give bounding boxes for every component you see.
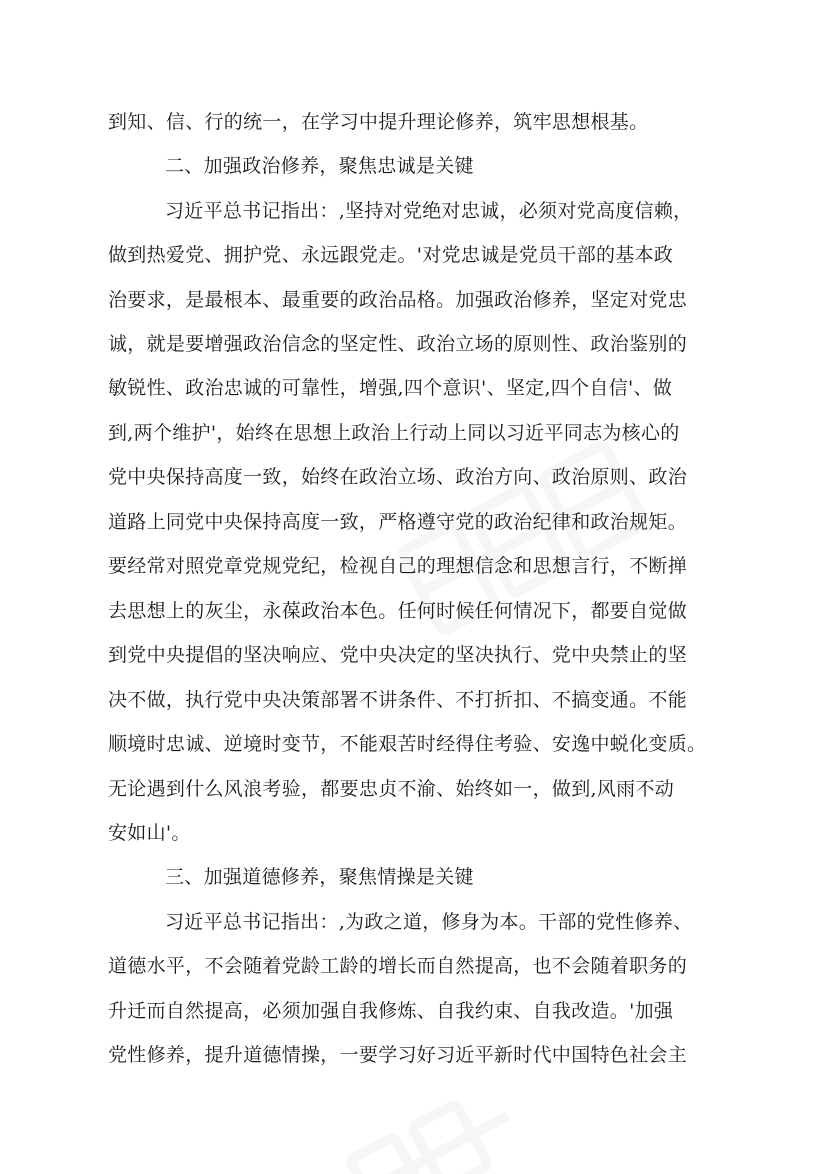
paragraph-line: 治要求，是最根本、最重要的政治品格。加强政治修养，坚定对党忠: [108, 289, 688, 311]
paragraph-line: 党中央保持高度一致，始终在政治立场、政治方向、政治原则、政治: [108, 466, 688, 488]
section-heading: 三、加强道德修养，聚焦情操是关键: [165, 866, 474, 888]
paragraph-line: 道德水平，不会随着党龄工龄的增长而自然提高，也不会随着职务的: [108, 955, 688, 977]
paragraph-line: 党性修养，提升道德情操，一要学习好习近平新时代中国特色社会主: [108, 1044, 688, 1066]
paragraph-line: 去思想上的灰尘，永葆政治本色。任何时候任何情况下，都要自觉做: [108, 600, 688, 622]
paragraph-line: 道路上同党中央保持高度一致，严格遵守党的政治纪律和政治规矩。: [108, 511, 688, 533]
paragraph-line: 安如山'。: [108, 822, 191, 844]
paragraph-line: 到知、信、行的统一，在学习中提升理论修养，筑牢思想根基。: [108, 111, 649, 133]
paragraph-line: 诚，就是要增强政治信念的坚定性、政治立场的原则性、政治鉴别的: [108, 333, 688, 355]
watermark-logo-bottom: [330, 1080, 530, 1174]
paragraph-line: 决不做，执行党中央决策部署不讲条件、不打折扣、不搞变通。不能: [108, 689, 688, 711]
paragraph-line: 顺境时忠诚、逆境时变节，不能艰苦时经得住考验、安逸中蜕化变质。: [108, 733, 707, 755]
paragraph-line: 习近平总书记指出：,为政之道，修身为本。干部的党性修养、: [165, 911, 693, 933]
paragraph-line: 到党中央提倡的坚决响应、党中央决定的坚决执行、党中央禁止的坚: [108, 644, 688, 666]
paragraph-line: 要经常对照党章党规党纪，检视自己的理想信念和思想言行，不断掸: [108, 555, 688, 577]
paragraph-line: 敏锐性、政治忠诚的可靠性，增强,四个意识'、坚定,四个自信'、做: [108, 377, 673, 399]
paragraph-line: 升迁而自然提高，必须加强自我修炼、自我约束、自我改造。'加强: [108, 1000, 674, 1022]
paragraph-line: 到,两个维护'，始终在思想上政治上行动上同以习近平同志为核心的: [108, 422, 680, 444]
paragraph-line: 无论遇到什么风浪考验，都要忠贞不渝、始终如一，做到,风雨不动: [108, 778, 675, 800]
section-heading: 二、加强政治修养，聚焦忠诚是关键: [165, 155, 474, 177]
paragraph-line: 习近平总书记指出：,坚持对党绝对忠诚，必须对党高度信赖，: [165, 200, 693, 222]
paragraph-line: 做到热爱党、拥护党、永远跟党走。'对党忠诚是党员干部的基本政: [108, 244, 674, 266]
